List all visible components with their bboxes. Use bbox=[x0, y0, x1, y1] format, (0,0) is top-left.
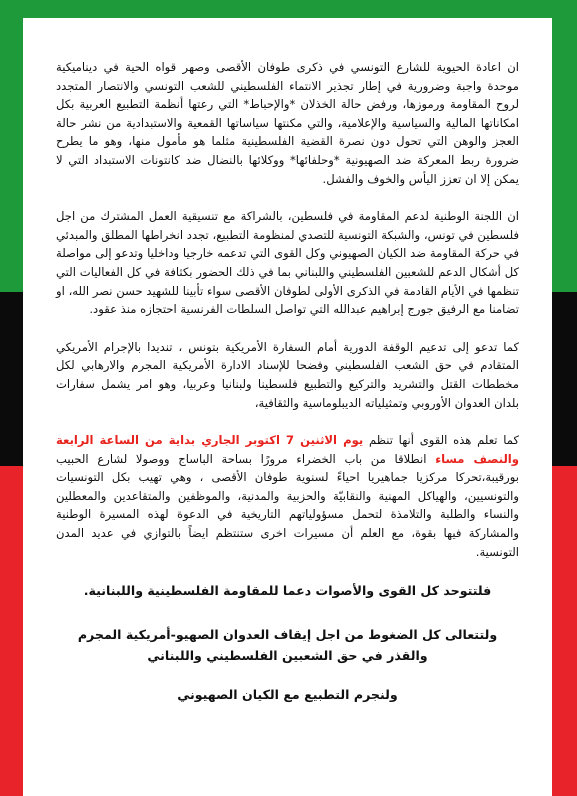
closing-slogan-unite: فلتتوحد كل القوى والأصوات دعما للمقاومة الفلسطينية واللبنانية. bbox=[83, 583, 492, 599]
march-date-highlight: يوم الاثنين 7 اكتوبر الجاري بداية من الساعة الرابعة والنصف مساء bbox=[56, 433, 519, 466]
march-text-after: انطلاقا من باب الخضراء مرورًا بساحة الباساج ووصولا لشارع الحبيب بورقيبة،تحركا مركزيا جماهيريا احياءً لسنوية طوفان الأقصى ، وهي تهيب بكل التونسيات والتونسيين، والهياكل المهنية والنقابيّة والحزبية والمدنية، والموظفين والمتقاعدين والمعطلين والنساء والطلبة والتلامذة لتحمل مسؤولياتهم التاريخية في الدعوة لهذه المسيرة الوطنية والمشاركة فيها بقوة، مع العلم أن مسيرات اخرى ستنتظم ايضاً بالتوازي في عديد المدن التونسية. bbox=[56, 451, 519, 559]
paragraph-anniversary: ان اعادة الحيوية للشارع التونسي في ذكرى طوفان الأقصى وصهر قواه الحية في ديناميكية موحدة واجبة وضرورية في إطار تجذير الانتماء الفلسطيني للشعب التونسي والانتصار المتجدد لروح المقاومة ورموزها، ورفض حالة الخذلان *والإحباط* التي رعتها أنظمة التطبيع العربية بكل امكاناتها المالية والسياسية والإعلامية، والتي مكنتها سياساتها القمعية والاستبدادية من نشر حالة العجز والوهن التي تحول دون نصرة القضية الفلسطينية مثلما هو مأمول منها، وهو ما يطرح ضرورة ربط المعركة ضد الصهيونية *وحلفائها* ووكلائها بالنضال ضد كانتونات الاستبداد التي لا يمكن إلا ان تعزز اليأس والخوف والفشل. bbox=[56, 60, 519, 186]
paragraph-committee: ان اللجنة الوطنية لدعم المقاومة في فلسطين، بالشراكة مع تنسيقية العمل المشترك من اجل فلسطين في تونس، والشبكة التونسية للتصدي لمنظومة التطبيع، تجدد انخراطها المطلق والمبدئي في حركة المقاومة ضد الكيان الصهيوني وكل القوى التي تدعمه خارجيا وداخليا وتدعو إلى مواصلة كل أشكال الدعم للشعبين الفلسطيني واللبناني بما في ذلك الحضور بكثافة في كل الفعاليات التي تنظمها في الأيام القادمة في الذكرى الأولى لطوفان الأقصى سواء تأبينا للشهيد حسن نصر الله، او تضامنا مع الرفيق جورج إبراهيم عبدالله التي تواصل السلطات الفرنسية احتجازه منذ عقود. bbox=[56, 209, 519, 317]
closing-slogan-pressure: ولتتعالى كل الضغوط من اجل إيقاف العدوان الصهيو-أمريكية المجرم والقذر في حق الشعبين الفلسطيني واللبناني bbox=[77, 627, 498, 664]
paragraph-embassy-call: كما تدعو إلى تدعيم الوقفة الدورية أمام السفارة الأمريكية بتونس ، تنديدا بالإجرام الأمريكي المتقادم في حق الشعب الفلسطيني وفضحا للإسناد الادارة الأمريكية المجرم والارهابي لكل مخططات القتل والتشريد والتركيع والتطبيع فلسطينا ولبنانيا وعربيا، وهو امر يشمل سفارات بلدان العدوان الأوروبي وتمثيلياته الديبلوماسية والثقافية، bbox=[56, 339, 519, 410]
statement-card bbox=[23, 18, 552, 796]
paragraph-march-announcement bbox=[56, 431, 519, 561]
march-text-before: كما تعلم هذه القوى أنها تنظم bbox=[363, 433, 519, 448]
closing-slogan-criminalize: ولنجرم التطبيع مع الكيان الصهيوني bbox=[177, 687, 398, 703]
